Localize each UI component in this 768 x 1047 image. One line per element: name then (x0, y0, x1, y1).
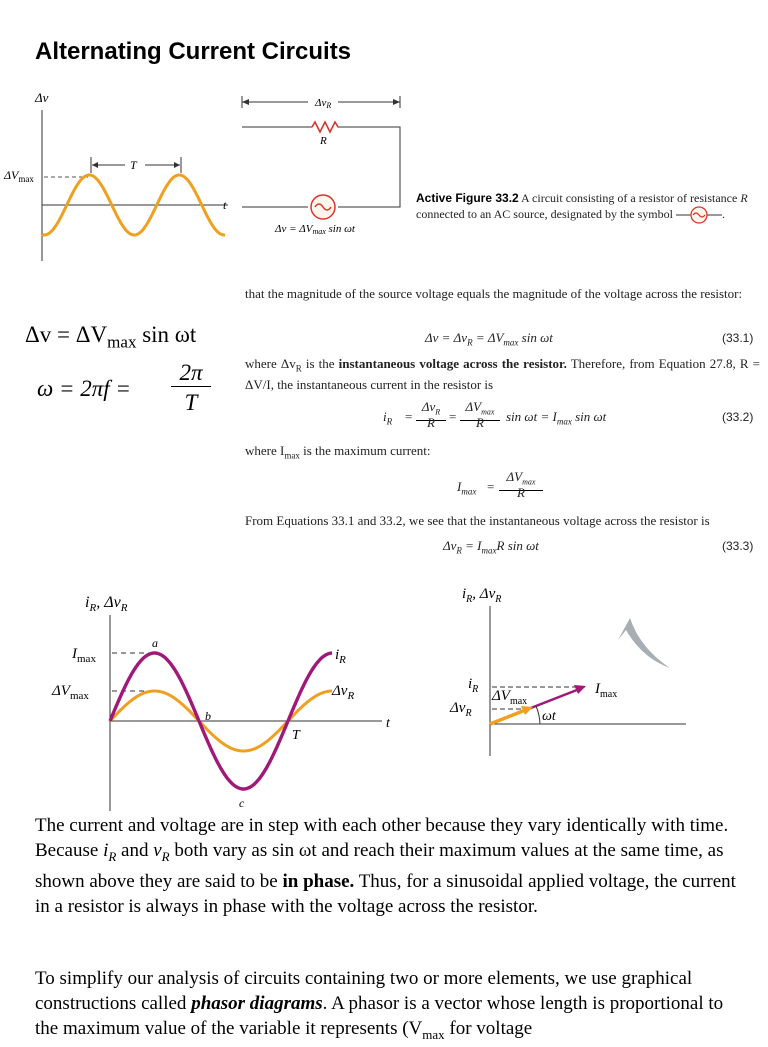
point-a-label: a (152, 636, 158, 650)
ac-symbol-inline (676, 206, 722, 224)
circuit-diagram (238, 92, 408, 242)
eq-33-2-number: (33.2) (722, 410, 754, 424)
dvR-label: ΔvR (315, 97, 332, 110)
caption-label: Active Figure 33.2 (416, 191, 519, 205)
body-paragraph-1: The current and voltage are in step with each other because they vary identically with time. Because $i_R$ and $v_R$ both vary as sin ωt and reach their maximum values at the same time, as shown above they are said to be in phase. Thus, for a sinusoidal applied voltage, the current in a resistor is always in phase with the voltage across the resistor. (35, 815, 736, 917)
eq-33-3: $\Delta v_R = I_{max}R$ sin ωt (443, 538, 539, 556)
text-paragraph-4: From Equations 33.1 and 33.2, we see that the instantaneous voltage across the resistor is (245, 513, 710, 528)
caption-text2: connected to an AC source, designated by the symbol (416, 206, 673, 221)
text-paragraph-3: where $I_{max}$ is the maximum current: (245, 443, 431, 461)
voltage-sine-figure (0, 85, 235, 265)
current-voltage-figure (30, 585, 410, 815)
fig2-t-label: t (386, 716, 390, 731)
angle-arc (536, 706, 540, 724)
figure-caption (416, 191, 756, 224)
t-axis-label: t (223, 198, 227, 212)
eq-33-3-number: (33.3) (722, 539, 754, 553)
dv-axis-label: Δv (35, 90, 49, 105)
fig2-iR-label: $i_R$ (335, 647, 346, 666)
period-label: T (130, 158, 137, 172)
fig3-wt-label: ωt (542, 709, 556, 724)
fig3-iR-label: $i_R$ (468, 676, 479, 695)
fig2-y-label: $i_R$, $\Delta v_R$ (85, 594, 128, 614)
fig3-y-label: $i_R$, $\Delta v_R$ (462, 586, 502, 605)
caption-end: . (721, 206, 725, 221)
fig3-imax-label: $I_{max}$ (595, 681, 618, 700)
phasor-figure (440, 578, 690, 768)
fig3-dvR-label: $\Delta v_R$ (450, 700, 472, 719)
fig2-dvR-label: $\Delta v_R$ (332, 683, 355, 702)
fig2-imax-label: $I_{max}$ (72, 646, 96, 665)
page-title: Alternating Current Circuits (35, 38, 352, 65)
voltage-phasor (490, 709, 528, 724)
dvmax-label: $\Delta V_{max}$ (4, 168, 34, 184)
eq-33-2: $i_R$ = $\Delta v_R$ R = $\Delta V_{max}$ R $\sin \omega t = I_{max}$ sin ωt (383, 399, 607, 430)
eq-33-1-number: (33.1) (722, 331, 754, 345)
big-eq-voltage: $\Delta v = \Delta V_{max}$ sin ωt (25, 322, 197, 352)
fig3-dvmax-label: $\Delta V_{max}$ (492, 688, 528, 707)
source-label: Δv = ΔVmax sin ωt (275, 223, 355, 236)
point-c-label: c (239, 796, 245, 810)
point-b-label: b (205, 709, 211, 723)
fig2-T-label: T (292, 728, 300, 743)
eq-imax: $I_{max}$ = $\Delta V_{max}$ R (457, 470, 557, 504)
text-paragraph-2: where $\Delta v_R$ is the instantaneous voltage across the resistor. Therefore, from Equation 27.8, R = ΔV/I, the instantaneous current in the resistor is (245, 356, 761, 392)
caption-text1: A circuit consisting of a resistor of resistance (518, 191, 741, 205)
caption-r: R (740, 191, 748, 205)
text-paragraph-1: that the magnitude of the source voltage equals the magnitude of the voltage across the resistor: (245, 286, 743, 301)
eq-33-1: $\Delta v = \Delta v_R = \Delta V_{max}$ sin ωt (425, 330, 553, 348)
fig2-dvmax-label: $\Delta V_{max}$ (52, 683, 89, 702)
resistor-symbol (312, 122, 338, 132)
rotation-arrow-icon (618, 618, 670, 668)
resistor-label: R (320, 135, 327, 147)
body-paragraph-2: To simplify our analysis of circuits containing two or more elements, we use graphical constructions called phasor diagrams. A phasor is a vector whose length is proportional to the maximum value of the variable it represents ($V_{max}$ for voltage (35, 968, 724, 1042)
